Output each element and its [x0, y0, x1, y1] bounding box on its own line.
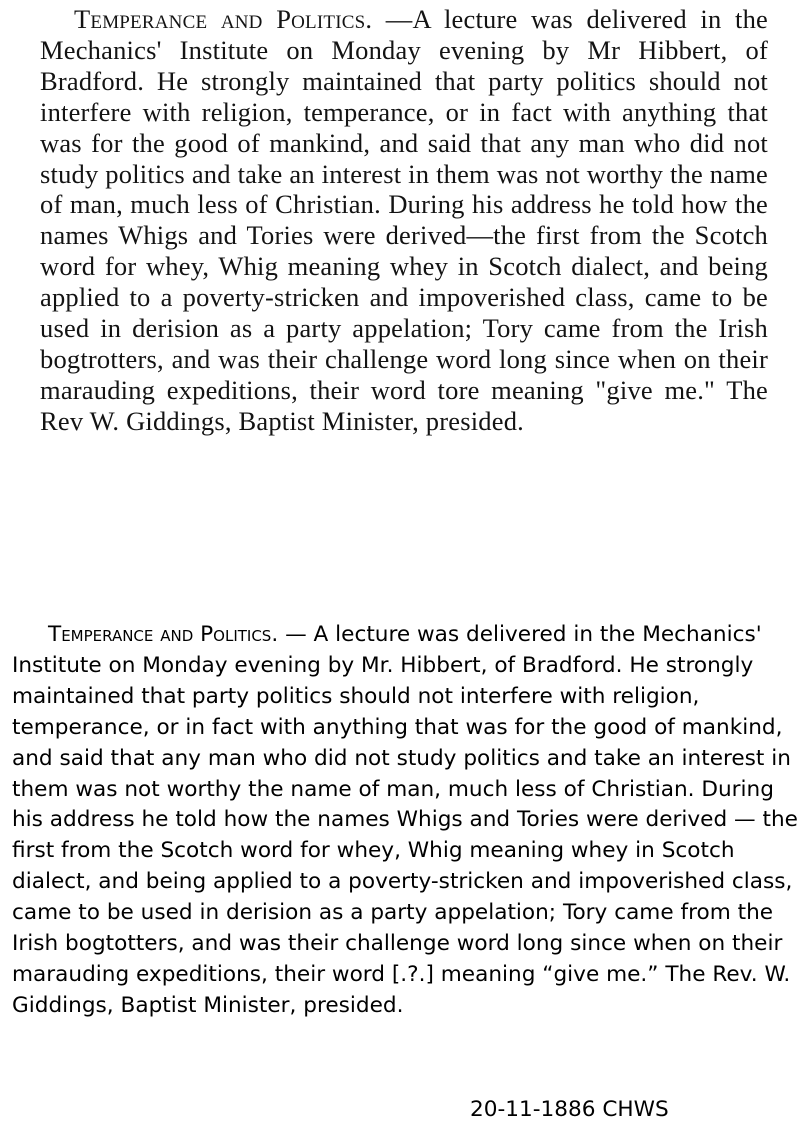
scanned-heading: Temperance and Politics.	[74, 4, 373, 34]
transcription-block	[12, 620, 800, 1022]
source-citation: 20-11-1886 CHWS	[470, 1097, 669, 1122]
scanned-newspaper-clipping	[40, 4, 768, 590]
transcription-body-text: — A lecture was delivered in the Mechanics' Institute on Monday evening by Mr. Hibbert, of Bradford. He strongly maintained that party politics should not interfere with religion, temperance, or in fact with anything that was for the good of mankind, and said that any man who did not study politics and take an interest in them was not worthy the name of man, much less of Christian. During his address he told how the names Whigs and Tories were derived — the first from the Scotch word for whey, Whig meaning whey in Scotch dialect, and being applied to a poverty-stricken and impoverished class, came to be used in derision as a party appelation; Tory came from the Irish bogtotters, and was their challenge word long since when on their marauding expeditions, their word [.?.] meaning “give me.” The Rev. W. Giddings, Baptist Minister, presided.	[12, 622, 798, 1018]
transcription-heading: Temperance and Politics.	[48, 622, 279, 647]
scanned-body-text: —A lecture was delivered in the Mechanics' Institute on Monday evening by Mr Hibbert, of Bradford. He strongly maintained that party politics should not interfere with religion, temperance, or in fact with anything that was for the good of mankind, and said that any man who did not study politics and take an interest in them was not worthy the name of man, much less of Christian. During his address he told how the names Whigs and Tories were derived—the first from the Scotch word for whey, Whig meaning whey in Scotch dialect, and being applied to a poverty-stricken and impoverished class, came to be used in derision as a party appelation; Tory came from the Irish bogtrotters, and was their challenge word long since when on their marauding expeditions, their word tore meaning "give me." The Rev W. Giddings, Baptist Minister, presided.	[40, 4, 768, 436]
transcription-paragraph	[12, 620, 800, 1022]
scanned-paragraph	[40, 4, 768, 437]
